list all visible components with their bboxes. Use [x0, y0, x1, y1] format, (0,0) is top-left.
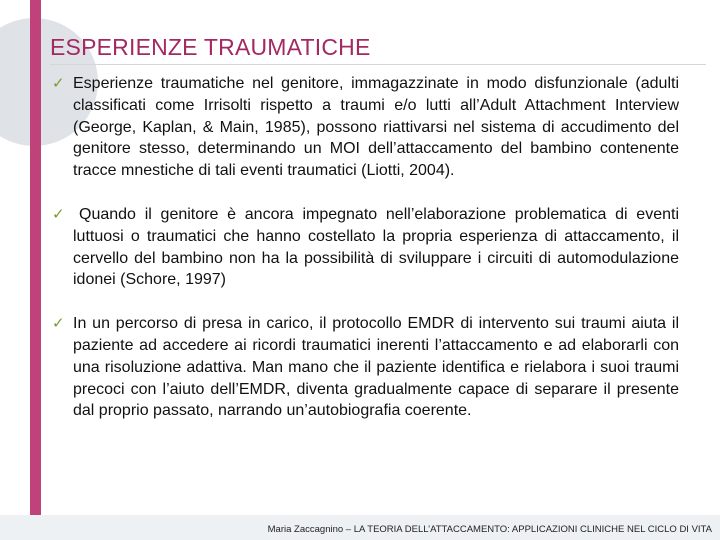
checkmark-icon: ✓ — [52, 314, 65, 333]
title-divider — [50, 64, 706, 65]
footer-bar — [0, 515, 720, 540]
accent-bar — [30, 0, 41, 540]
bullet-item — [52, 313, 679, 422]
bullet-text: In un percorso di presa in carico, il protocollo EMDR di intervento sui traumi aiuta il paziente ad accedere ai ricordi traumatici inerenti l’attaccamento e ad elaborarli con una risoluzione adattiva. Man mano che il paziente identifica e rielabora i suoi traumi precoci con l’aiuto dell’EMDR, diventa gradualmente capace di separare il presente dal proprio passato, narrando un’autobiografia coerente. — [73, 315, 679, 420]
bullet-text: Esperienze traumatiche nel genitore, immagazzinate in modo disfunzionale (adulti classificati come Irrisolti rispetto a traumi e/o lutti all’Adult Attachment Interview (George, Kaplan, & Main, 1985), possono riattivarsi nel sistema di accudimento del genitore stesso, determinando un MOI dell’attaccamento del bambino contenente tracce mnestiche di tali eventi traumatici (Liotti, 2004). — [73, 75, 679, 180]
checkmark-icon: ✓ — [52, 74, 65, 92]
bullet-item — [52, 204, 679, 291]
slide-title: ESPERIENZE TRAUMATICHE — [50, 34, 371, 60]
footer-text: Maria Zaccagnino – LA TEORIA DELL’ATTACCAMENTO: APPLICAZIONI CLINICHE NEL CICLO DI VITA — [267, 524, 712, 535]
checkmark-icon: ✓ — [52, 204, 65, 223]
bullet-item — [52, 73, 679, 182]
bullet-text: Quando il genitore è ancora impegnato nell’elaborazione problematica di eventi luttuosi o traumatici che hanno costellato la propria esperienza di attaccamento, il cervello del bambino non ha la possibilità di sviluppare i circuiti di automodulazione idonei (Schore, 1997) — [73, 205, 679, 289]
bullet-list — [52, 73, 679, 444]
